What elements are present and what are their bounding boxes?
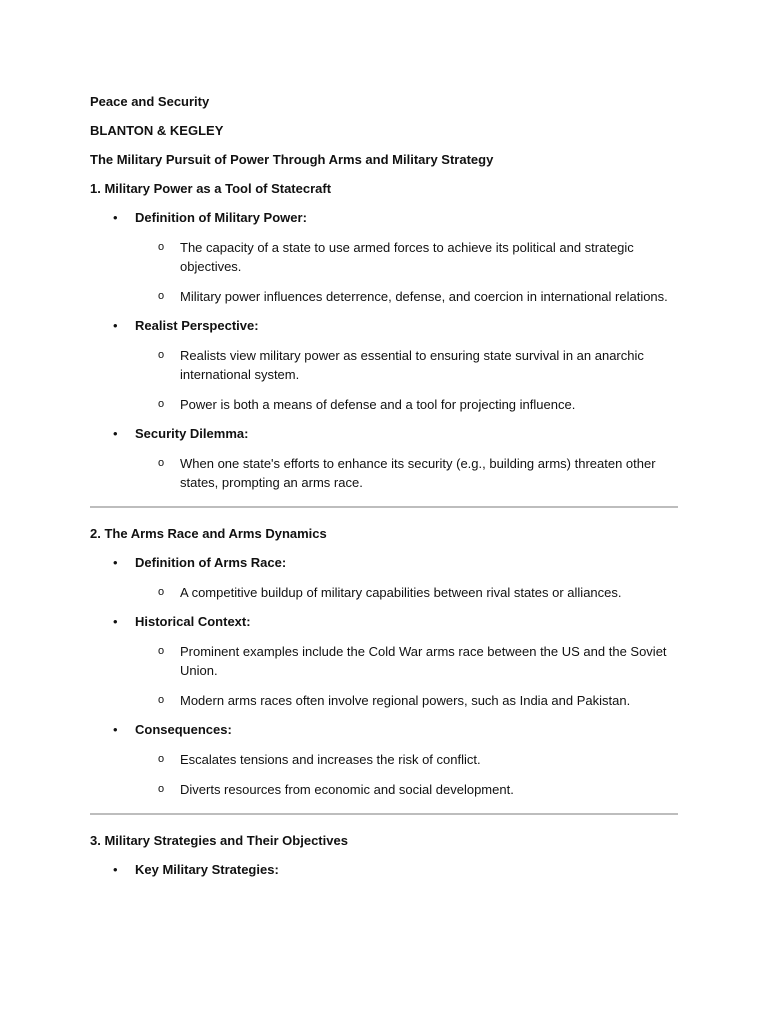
circle-bullet-icon: o bbox=[158, 645, 165, 657]
item-label: Key Military Strategies: bbox=[135, 862, 279, 877]
section-3 bbox=[90, 832, 678, 879]
chapter-title: The Military Pursuit of Power Through Arms and Military Strategy bbox=[90, 152, 494, 167]
list-item bbox=[90, 317, 678, 335]
sub-list-item bbox=[90, 287, 678, 306]
horizontal-divider bbox=[90, 506, 678, 508]
circle-bullet-icon: o bbox=[158, 783, 165, 795]
circle-bullet-icon: o bbox=[158, 241, 165, 253]
sub-item-text: The capacity of a state to use armed forces to achieve its political and strategic objectives. bbox=[180, 240, 634, 274]
bullet-icon: • bbox=[113, 555, 118, 570]
bullet-icon: • bbox=[113, 722, 118, 737]
circle-bullet-icon: o bbox=[158, 694, 165, 706]
item-label: Definition of Military Power: bbox=[135, 210, 307, 225]
sub-item-text: Prominent examples include the Cold War arms race between the US and the Soviet Union. bbox=[180, 644, 667, 678]
bullet-icon: • bbox=[113, 318, 118, 333]
sub-list-item bbox=[90, 642, 678, 680]
section-heading: 2. The Arms Race and Arms Dynamics bbox=[90, 526, 327, 541]
document-authors: BLANTON & KEGLEY bbox=[90, 123, 224, 138]
bullet-icon: • bbox=[113, 210, 118, 225]
section-2 bbox=[90, 525, 678, 799]
list-item bbox=[90, 613, 678, 631]
sub-item-text: When one state's efforts to enhance its security (e.g., building arms) threaten other states, prompting an arms race. bbox=[180, 456, 656, 490]
sub-list-item bbox=[90, 691, 678, 710]
sub-item-text: Diverts resources from economic and social development. bbox=[180, 782, 514, 797]
item-label: Security Dilemma: bbox=[135, 426, 249, 441]
sub-item-text: Military power influences deterrence, defense, and coercion in international relations. bbox=[180, 289, 668, 304]
item-label: Definition of Arms Race: bbox=[135, 555, 287, 570]
section-heading: 3. Military Strategies and Their Objectives bbox=[90, 833, 348, 848]
sub-item-text: Escalates tensions and increases the risk of conflict. bbox=[180, 752, 481, 767]
list-item bbox=[90, 721, 678, 739]
list-item bbox=[90, 554, 678, 572]
item-label: Consequences: bbox=[135, 722, 232, 737]
sub-list-item bbox=[90, 238, 678, 276]
sub-item-text: Modern arms races often involve regional powers, such as India and Pakistan. bbox=[180, 693, 631, 708]
document-title: Peace and Security bbox=[90, 94, 210, 109]
sub-list-item bbox=[90, 395, 678, 414]
circle-bullet-icon: o bbox=[158, 586, 165, 598]
section-1 bbox=[90, 180, 678, 492]
circle-bullet-icon: o bbox=[158, 349, 165, 361]
bullet-icon: • bbox=[113, 614, 118, 629]
sub-list-item bbox=[90, 780, 678, 799]
sub-list-item bbox=[90, 346, 678, 384]
section-heading: 1. Military Power as a Tool of Statecraft bbox=[90, 181, 332, 196]
horizontal-divider bbox=[90, 813, 678, 815]
sub-list-item bbox=[90, 583, 678, 602]
sub-item-text: Realists view military power as essential to ensuring state survival in an anarchic international system. bbox=[180, 348, 644, 382]
sub-item-text: Power is both a means of defense and a tool for projecting influence. bbox=[180, 397, 576, 412]
item-label: Realist Perspective: bbox=[135, 318, 259, 333]
sub-list-item bbox=[90, 454, 678, 492]
circle-bullet-icon: o bbox=[158, 290, 165, 302]
circle-bullet-icon: o bbox=[158, 753, 165, 765]
circle-bullet-icon: o bbox=[158, 457, 165, 469]
sub-item-text: A competitive buildup of military capabilities between rival states or alliances. bbox=[180, 585, 622, 600]
bullet-icon: • bbox=[113, 862, 118, 877]
list-item bbox=[90, 861, 678, 879]
bullet-icon: • bbox=[113, 426, 118, 441]
document-page bbox=[90, 93, 678, 890]
item-label: Historical Context: bbox=[135, 614, 251, 629]
circle-bullet-icon: o bbox=[158, 398, 165, 410]
sub-list-item bbox=[90, 750, 678, 769]
list-item bbox=[90, 425, 678, 443]
list-item bbox=[90, 209, 678, 227]
